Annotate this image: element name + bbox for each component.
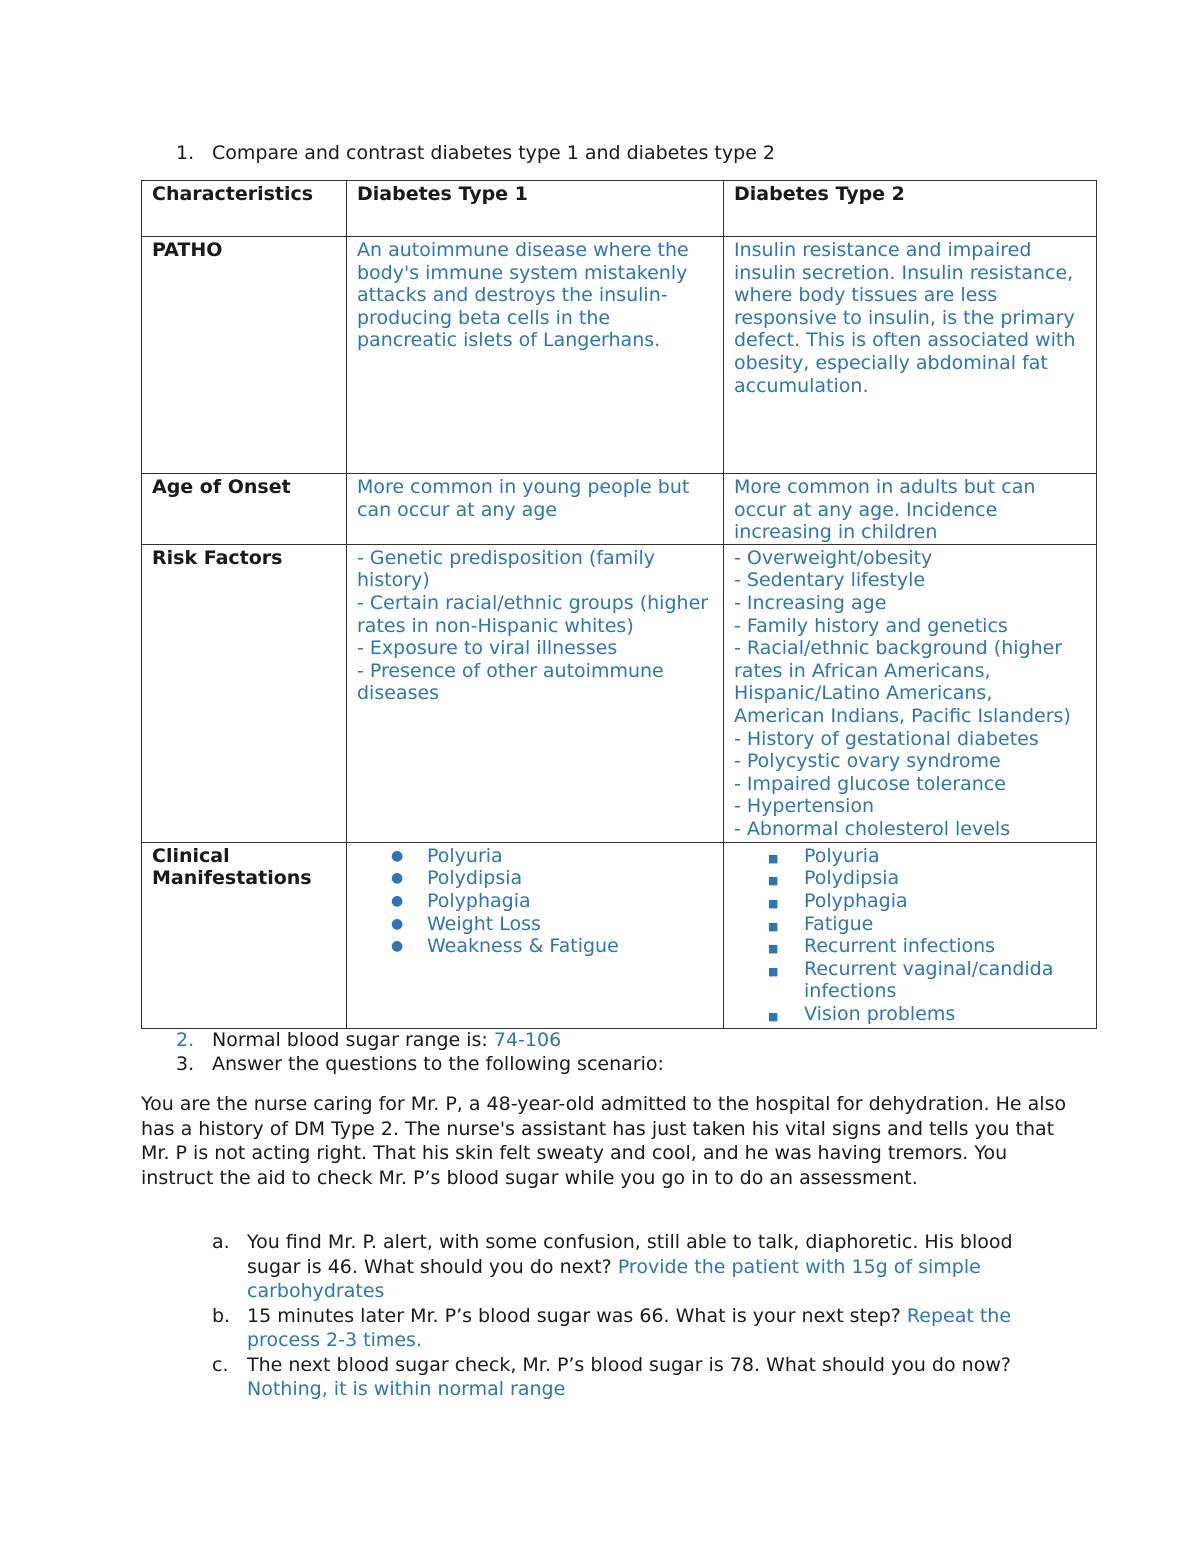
bullet-list (357, 845, 713, 958)
list-item: ■ Polyuria (734, 845, 1086, 868)
patho-type-2: Insulin resistance and impaired insulin secretion. Insulin resistance, where body tissues are less responsive to insulin, is the primary defect. This is often associated with obesity, especially abdominal fat accumulation. (724, 237, 1097, 474)
subquestion-answer: Provide the patient with 15g of simple carbohydrates (247, 1255, 981, 1302)
onset-type-1: More common in young people but can occur at any age (347, 474, 724, 545)
list-item: - Presence of other autoimmune diseases (357, 659, 664, 705)
list-item: - History of gestational diabetes (734, 727, 1039, 750)
clinical-type-2 (724, 842, 1097, 1028)
table-row-onset (142, 474, 1097, 545)
onset-type-2: More common in adults but can occur at any age. Incidence increasing in children (724, 474, 1097, 545)
list-item: - Polycystic ovary syndrome (734, 750, 1001, 773)
list-item: ■ Recurrent vaginal/candida infections (734, 958, 1086, 1003)
list-item: ■ Vision problems (734, 1003, 1086, 1026)
subquestion-c (212, 1353, 1062, 1402)
list-item: ● Weight Loss (357, 913, 713, 936)
question-text: Compare and contrast diabetes type 1 and diabetes type 2 (212, 142, 776, 164)
table-row-patho (142, 237, 1097, 474)
list-item: ■ Fatigue (734, 913, 1086, 936)
list-item: ● Polydipsia (357, 867, 713, 890)
diabetes-comparison-table (141, 180, 1097, 1029)
subquestion-answer: Nothing, it is within normal range (247, 1378, 566, 1400)
subquestion-letter: b. (212, 1304, 231, 1327)
list-item: ■ Polyphagia (734, 890, 1086, 913)
row-label-clinical: Clinical Manifestations (142, 842, 347, 1028)
table-row-risk (142, 544, 1097, 842)
scenario-paragraph: You are the nurse caring for Mr. P, a 48-year-old admitted to the hospital for dehydration. He also has a history of DM Type 2. The nurse's assistant has just taken his vital signs and tells you that Mr. P is not acting right. That his skin felt sweaty and cool, and he was having tremors. You instruct the aid to check Mr. P’s blood sugar while you go in to do an assessment. (141, 1093, 1067, 1189)
risk-type-1 (347, 544, 724, 842)
question-number: 3. (176, 1053, 195, 1075)
list-item: ● Polyphagia (357, 890, 713, 913)
bullet-list (734, 845, 1086, 1026)
row-label-patho: PATHO (142, 237, 347, 474)
list-item: - Abnormal cholesterol levels (734, 817, 1011, 840)
question-3 (176, 1052, 664, 1076)
list-item: - Hypertension (734, 795, 875, 818)
row-label-onset: Age of Onset (142, 474, 347, 545)
subquestion-b (212, 1304, 1062, 1353)
list-item: - Exposure to viral illnesses (357, 637, 618, 660)
table-header-row (142, 181, 1097, 237)
list-item: - Family history and genetics (734, 614, 1008, 637)
clinical-type-1 (347, 842, 724, 1028)
question-2 (176, 1028, 664, 1052)
header-type-2: Diabetes Type 2 (724, 181, 1097, 237)
list-item: - Certain racial/ethnic groups (higher rates in non-Hispanic whites) (357, 591, 709, 637)
subquestion-answer: Repeat the process 2-3 times. (247, 1304, 1012, 1351)
table-row-clinical (142, 842, 1097, 1028)
risk-type-2 (724, 544, 1097, 842)
subquestion-letter: c. (212, 1353, 229, 1376)
question-number: 1. (176, 142, 195, 164)
list-item: - Genetic predisposition (family history) (357, 546, 655, 592)
list-item: - Overweight/obesity (734, 546, 933, 569)
list-item: - Increasing age (734, 591, 887, 614)
list-item: - Sedentary lifestyle (734, 569, 926, 592)
question-text: Answer the questions to the following scenario: (212, 1053, 664, 1075)
list-item: - Impaired glucose tolerance (734, 772, 1006, 795)
subquestion-text: 15 minutes later Mr. P’s blood sugar was 66. What is your next step? (247, 1304, 907, 1327)
list-item: ■ Recurrent infections (734, 935, 1086, 958)
subquestion-text: You find Mr. P. alert, with some confusion, still able to talk, diaphoretic. His blood sugar is 46. What should you do next? (247, 1231, 1013, 1278)
subquestion-letter: a. (212, 1231, 230, 1253)
header-characteristics: Characteristics (142, 181, 347, 237)
list-item: ● Polyuria (357, 845, 713, 868)
patho-type-1: An autoimmune disease where the body's immune system mistakenly attacks and destroys the insulin-producing beta cells in the pancreatic islets of Langerhans. (347, 237, 724, 474)
row-label-risk: Risk Factors (142, 544, 347, 842)
subquestion-list (212, 1230, 1062, 1402)
question-list (176, 1028, 664, 1076)
header-type-1: Diabetes Type 1 (347, 181, 724, 237)
subquestion-text: The next blood sugar check, Mr. P’s blood sugar is 78. What should you do now? (247, 1353, 1011, 1376)
question-text: Normal blood sugar range is: (212, 1029, 494, 1051)
question-1 (176, 141, 775, 165)
list-item: - Racial/ethnic background (higher rates in African Americans, Hispanic/Latino Americans, American Indians, Pacific Islanders) (734, 637, 1071, 727)
list-item: ■ Polydipsia (734, 867, 1086, 890)
question-number: 2. (176, 1029, 195, 1051)
question-answer: 74-106 (493, 1029, 562, 1051)
list-item: ● Weakness & Fatigue (357, 935, 713, 958)
subquestion-a (212, 1230, 1062, 1304)
